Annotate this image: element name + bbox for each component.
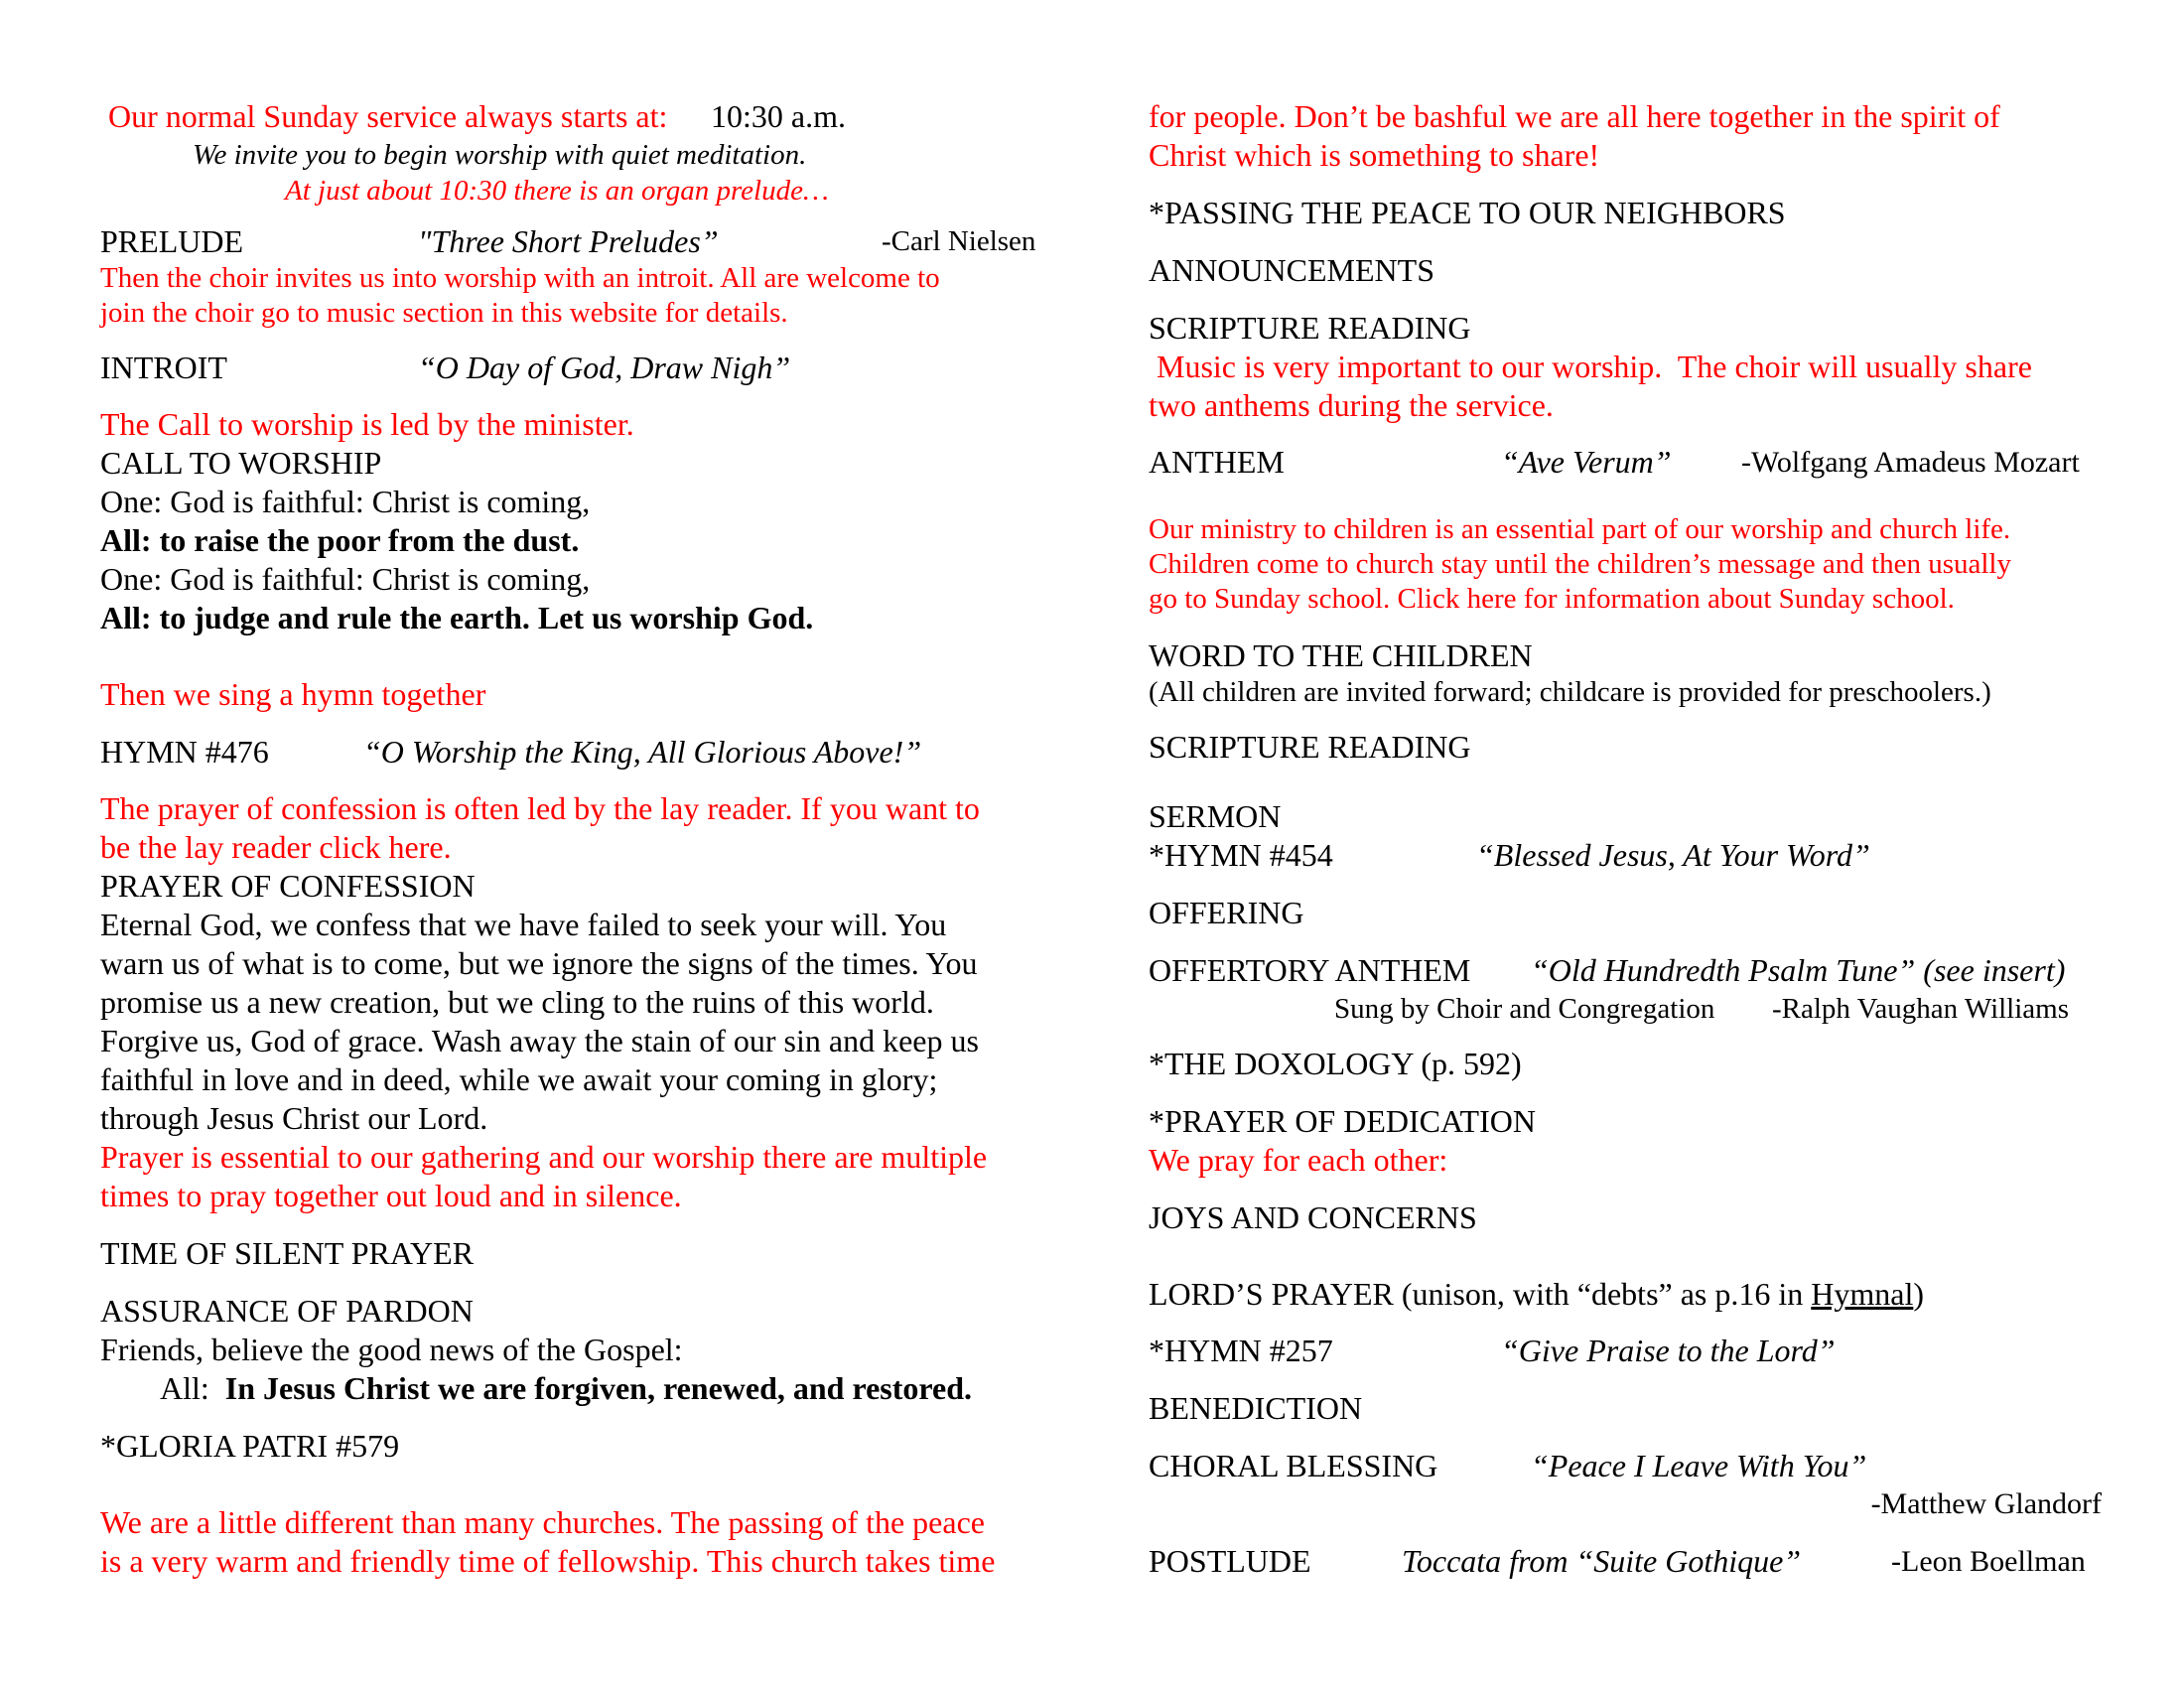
call-line-2: All: to raise the poor from the dust. [100,522,580,558]
anthem-row [1149,443,2102,482]
offertory-row [1149,951,2102,990]
hymn-257-title: “Give Praise to the Lord” [1501,1333,1836,1368]
hymn-476-row [100,733,1073,772]
confession-note-1: The prayer of confession is often led by the lay reader. If you want to [100,790,980,826]
offertory-sub-row [1149,990,2102,1026]
prayer-note-1: Prayer is essential to our gathering and our worship there are multiple [100,1139,988,1175]
peace-note-3: for people. Don’t be bashful we are all here together in the spirit of [1149,98,2000,134]
choral-blessing-title: “Peace I Leave With You” [1531,1448,1867,1483]
prelude-composer: -Carl Nielsen [882,225,1036,257]
offering: OFFERING [1149,895,1304,930]
choir-note-2: join the choir go to music section in this website for details. [100,297,788,329]
gloria-patri: *GLORIA PATRI #579 [100,1428,400,1464]
passing-peace: *PASSING THE PEACE TO OUR NEIGHBORS [1149,195,1786,230]
hymnal-link[interactable]: Hymnal [1811,1276,1914,1312]
assurance-line: Friends, believe the good news of the Gospel: [100,1332,683,1367]
children-note-2: Children come to church stay until the children’s message and then usually [1149,548,2011,580]
peace-note-1: We are a little different than many churches. The passing of the peace [100,1504,985,1540]
children-paren: (All children are invited forward; childcare is provided for preschoolers.) [1149,676,1991,708]
word-to-children: WORD TO THE CHILDREN [1149,637,1533,673]
sermon: SERMON [1149,798,1282,834]
call-note: The Call to worship is led by the minister. [100,406,634,442]
right-column [1149,97,2102,1581]
confession-note-2: be the lay reader click here. [100,829,452,865]
anthem-title: “Ave Verum” [1501,444,1672,480]
assurance-heading: ASSURANCE OF PARDON [100,1293,474,1329]
postlude-title: Toccata from “Suite Gothique” [1402,1543,1802,1579]
offertory-sung-by: Sung by Choir and Congregation [1334,993,1715,1025]
call-line-1: One: God is faithful: Christ is coming, [100,484,591,519]
introit-row [100,349,1073,387]
confession-line-5: faithful in love and in deed, while we await your coming in glory; [100,1061,938,1097]
hymn-476-title: “O Worship the King, All Glorious Above!” [363,734,922,770]
children-note-3: go to Sunday school. Click here for information about Sunday school. [1149,583,1955,615]
service-start-time: 10:30 a.m. [711,98,846,134]
service-start-row [100,97,1073,137]
hymn-454-row [1149,836,2102,875]
silent-prayer: TIME OF SILENT PRAYER [100,1235,475,1271]
confession-line-4: Forgive us, God of grace. Wash away the stain of our sin and keep us [100,1023,979,1058]
prayer-note-2: times to pray together out loud and in silence. [100,1178,682,1213]
call-line-4: All: to judge and rule the earth. Let us worship God. [100,600,814,635]
offertory-label: OFFERTORY ANTHEM [1149,952,1471,988]
postlude-label: POSTLUDE [1149,1543,1311,1579]
hymn-454-title: “Blessed Jesus, At Your Word” [1476,837,1870,873]
doxology: *THE DOXOLOGY (p. 592) [1149,1046,1522,1081]
organ-note: At just about 10:30 there is an organ prelude… [285,175,829,207]
children-note-1: Our ministry to children is an essential part of our worship and church life. [1149,513,2011,545]
hymn-257-label: *HYMN #257 [1149,1333,1333,1368]
music-note-1: Music is very important to our worship. The choir will usually share [1149,349,2032,384]
joys-and-concerns: JOYS AND CONCERNS [1149,1199,1477,1235]
prelude-row [100,222,1073,261]
choral-blessing-row [1149,1447,2102,1485]
assurance-all [100,1369,1073,1408]
confession-line-3: promise us a new creation, but we cling to the ruins of this world. [100,984,934,1020]
scripture-reading-2: SCRIPTURE READING [1149,729,1471,765]
lords-prayer-close: ) [1913,1276,1925,1312]
postlude-row [1149,1542,2102,1581]
assurance-all-text: In Jesus Christ we are forgiven, renewed, and restored. [224,1370,973,1406]
offertory-title: “Old Hundredth Psalm Tune” (see insert) [1531,952,2066,988]
benediction: BENEDICTION [1149,1390,1363,1426]
offertory-composer: -Ralph Vaughan Williams [1772,993,2070,1025]
anthem-label: ANTHEM [1149,444,1285,480]
hymn-257-row [1149,1332,2102,1370]
choral-blessing-composer: -Matthew Glandorf [1870,1487,2102,1520]
music-note-2: two anthems during the service. [1149,387,1554,423]
scripture-reading-1: SCRIPTURE READING [1149,310,1471,346]
confession-line-1: Eternal God, we confess that we have failed to seek your will. You [100,907,947,942]
confession-line-6: through Jesus Christ our Lord. [100,1100,488,1136]
assurance-all-label: All: [160,1370,209,1406]
call-heading: CALL TO WORSHIP [100,445,382,481]
left-column [100,97,1073,1581]
pray-note: We pray for each other: [1149,1142,1448,1178]
hymn-454-label: *HYMN #454 [1149,837,1333,873]
confession-line-2: warn us of what is to come, but we ignore the signs of the times. You [100,945,978,981]
prelude-label: PRELUDE [100,223,243,259]
choir-note-1: Then the choir invites us into worship with an introit. All are welcome to [100,262,940,294]
introit-title: “O Day of God, Draw Nigh” [418,350,791,385]
prelude-title: "Three Short Preludes” [418,223,719,259]
call-line-3: One: God is faithful: Christ is coming, [100,561,591,597]
choral-blessing-label: CHORAL BLESSING [1149,1448,1438,1483]
peace-note-2: is a very warm and friendly time of fellowship. This church takes time [100,1543,996,1579]
prayer-of-dedication: *PRAYER OF DEDICATION [1149,1103,1536,1139]
lords-prayer [1149,1275,2102,1314]
hymn-note: Then we sing a hymn together [100,676,486,712]
introit-label: INTROIT [100,350,227,385]
hymn-476-label: HYMN #476 [100,734,269,770]
postlude-composer: -Leon Boellman [1891,1545,2086,1578]
anthem-composer: -Wolfgang Amadeus Mozart [1741,446,2080,479]
invite-line: We invite you to begin worship with quiet meditation. [193,139,807,171]
service-start-label: Our normal Sunday service always starts at: [108,98,668,134]
confession-heading: PRAYER OF CONFESSION [100,868,476,904]
announcements: ANNOUNCEMENTS [1149,252,1434,288]
peace-note-4: Christ which is something to share! [1149,137,1600,173]
lords-prayer-label: LORD’S PRAYER (unison, with “debts” as p.16 in [1149,1276,1812,1312]
